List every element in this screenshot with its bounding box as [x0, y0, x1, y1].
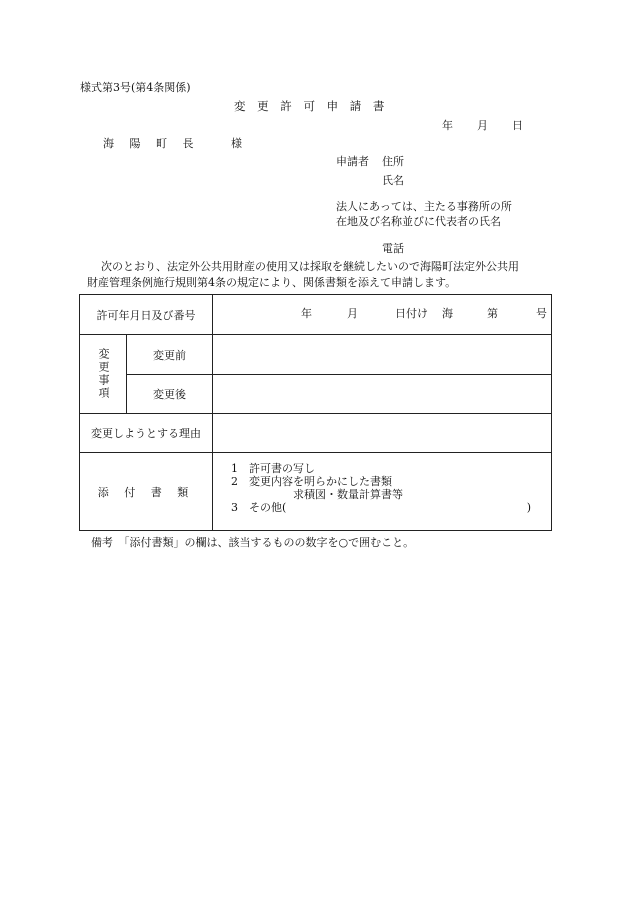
permit-dated: 日付け [395, 307, 428, 320]
reason-row [80, 414, 552, 453]
reason-label: 変更しようとする理由 [80, 414, 213, 453]
permit-label: 許可年月日及び番号 [80, 295, 213, 335]
change-items-label: 変更事項 [97, 348, 110, 400]
change-before-value[interactable] [213, 335, 552, 375]
attachments-row [80, 453, 552, 531]
application-table [79, 294, 552, 531]
body-text-line-1: 次のとおり、法定外公共用財産の使用又は採取を継続したいので海陽町法定外公共用 [101, 260, 519, 273]
change-items-label-cell [80, 335, 127, 414]
attachments-value[interactable] [213, 453, 552, 531]
attachment-item-3 [231, 501, 531, 514]
document-title: 変 更 許 可 申 請 書 [234, 99, 389, 113]
body-text-line-2: 財産管理条例施行規則第4条の規定により、関係書類を添えて申請します。 [87, 276, 457, 289]
permit-value[interactable] [213, 295, 552, 335]
permit-row [80, 295, 552, 335]
attachment-item-1: 1 許可書の写し [231, 462, 315, 475]
attachment-item-2-sub: 求積図・数量計算書等 [293, 488, 403, 501]
attachment-item-3-close: ) [526, 501, 531, 514]
change-after-value[interactable] [213, 375, 552, 414]
addressee-honorific: 様 [231, 137, 242, 150]
change-before-label: 変更前 [127, 335, 213, 375]
form-number: 様式第3号(第4条関係) [80, 81, 191, 94]
change-after-row [80, 375, 552, 414]
permit-org: 海 [442, 307, 453, 320]
permit-dai: 第 [487, 307, 498, 320]
permit-month: 月 [347, 307, 358, 320]
applicant-address-label: 住所 [382, 155, 404, 168]
addressee-name: 海 陽 町 長 [103, 137, 200, 150]
date-month-label: 月 [477, 119, 488, 132]
applicant-name-label: 氏名 [382, 174, 404, 187]
date-day-label: 日 [512, 119, 523, 132]
attachments-list [231, 462, 531, 514]
applicant-label: 申請者 [336, 155, 369, 168]
corporate-note-line-1: 法人にあっては、主たる事務所の所 [336, 200, 512, 213]
corporate-note-line-2: 在地及び名称並びに代表者の氏名 [336, 215, 501, 228]
date-year-label: 年 [442, 119, 453, 132]
change-after-label: 変更後 [127, 375, 213, 414]
attachment-item-3-label: 3 その他( [231, 501, 287, 514]
change-before-row [80, 335, 552, 375]
attachment-item-2: 2 変更内容を明らかにした書類 [231, 475, 392, 488]
remark: 備考 「添付書類」の欄は、該当するものの数字を○で囲むこと。 [91, 536, 415, 549]
attachments-label: 添 付 書 類 [80, 453, 213, 531]
reason-value[interactable] [213, 414, 552, 453]
permit-go: 号 [536, 307, 547, 320]
applicant-phone-label: 電話 [382, 242, 404, 255]
permit-year: 年 [301, 307, 312, 320]
